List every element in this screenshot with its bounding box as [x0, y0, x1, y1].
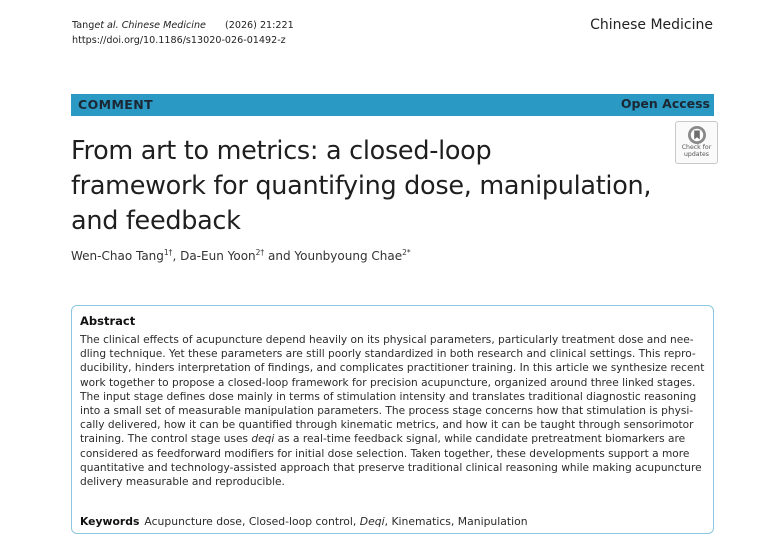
article-title: [71, 134, 681, 239]
citation-journal: Chinese Medicine: [118, 20, 206, 31]
author-affiliation: 2*: [402, 248, 411, 257]
abstract-line-segment: training. The control stage uses: [80, 433, 252, 446]
title-line-1: From art to metrics: a closed-loop: [71, 136, 492, 166]
citation-authors: Tang: [72, 20, 95, 31]
title-line-2: framework for quantifying dose, manipulation,: [71, 171, 652, 201]
abstract-line: quantitative and technology-assisted approach that preserve traditional clinical reasoning while making acupuncture: [80, 461, 702, 474]
article-type-label: COMMENT: [78, 97, 154, 112]
keywords-text: Acupuncture dose, Closed-loop control,: [144, 515, 360, 528]
article-type-banner: [71, 94, 714, 116]
author-name[interactable]: Wen-Chao Tang: [71, 249, 164, 263]
keywords-text: , Kinematics, Manipulation: [384, 515, 528, 528]
abstract-line-segment: as a real-time feedback signal, while candidate pretreatment biomarkers are: [274, 433, 686, 446]
citation-line: [72, 18, 294, 33]
open-access-label: Open Access: [620, 96, 710, 111]
abstract-heading: Abstract: [80, 314, 136, 328]
abstract-box: [71, 305, 714, 534]
abstract-line: cally delivered, how it can be quantified through kinematic metrics, and how it can be taught through sensorimotor: [80, 419, 694, 432]
abstract-line: The input stage defines dose mainly in terms of stimulation intensity and translates traditional diagnostic reasoning: [80, 390, 697, 403]
abstract-body: [80, 333, 708, 489]
keyword-deqi: Deqi: [359, 515, 385, 528]
citation-et-al: et al.: [94, 20, 119, 31]
abstract-line: [80, 432, 708, 446]
journal-name: Chinese Medicine: [590, 17, 713, 33]
abstract-line: The clinical effects of acupuncture depend heavily on its physical parameters, particularly treatment dose and nee-: [80, 334, 694, 346]
deqi-term: deqi: [251, 433, 275, 446]
author-affiliation: 1†: [163, 248, 173, 257]
bookmark-icon: [687, 125, 707, 145]
citation-doi-link[interactable]: https://doi.org/10.1186/s13020-026-01492-z: [72, 35, 286, 46]
check-for-updates-button[interactable]: [675, 121, 718, 164]
author-separator: and: [264, 249, 295, 263]
author-name[interactable]: Da-Eun Yoon: [180, 249, 256, 263]
keywords-label: Keywords: [80, 515, 140, 528]
check-for-label: Check for: [681, 144, 712, 151]
abstract-line: into a small set of measurable manipulation parameters. The process stage concerns how that stimulation is physi-: [80, 405, 694, 418]
citation-header: [72, 18, 294, 48]
author-list: [71, 248, 411, 263]
abstract-line: ducibility, hinders interpretation of findings, and complicates practitioner training. In this article we synthesize recent: [80, 362, 705, 375]
author-separator: ,: [172, 249, 181, 263]
author-name[interactable]: Younbyoung Chae: [294, 249, 403, 263]
author-affiliation: 2†: [255, 248, 265, 257]
abstract-line: considered as feedforward modifiers for initial dose selection. Taken together, these developments support a more: [80, 447, 690, 460]
abstract-line: delivery measurable and reproducible.: [80, 476, 285, 489]
title-line-3: and feedback: [71, 206, 241, 236]
abstract-line: work together to propose a closed-loop framework for precision acupuncture, organized around three linked stages.: [80, 376, 696, 389]
keywords-line: [80, 515, 528, 528]
citation-volume: (2026) 21:221: [225, 20, 294, 31]
abstract-line: dling technique. Yet these parameters are still poorly standardized in both research and clinical settings. This repro-: [80, 348, 696, 361]
updates-label: updates: [683, 150, 710, 158]
